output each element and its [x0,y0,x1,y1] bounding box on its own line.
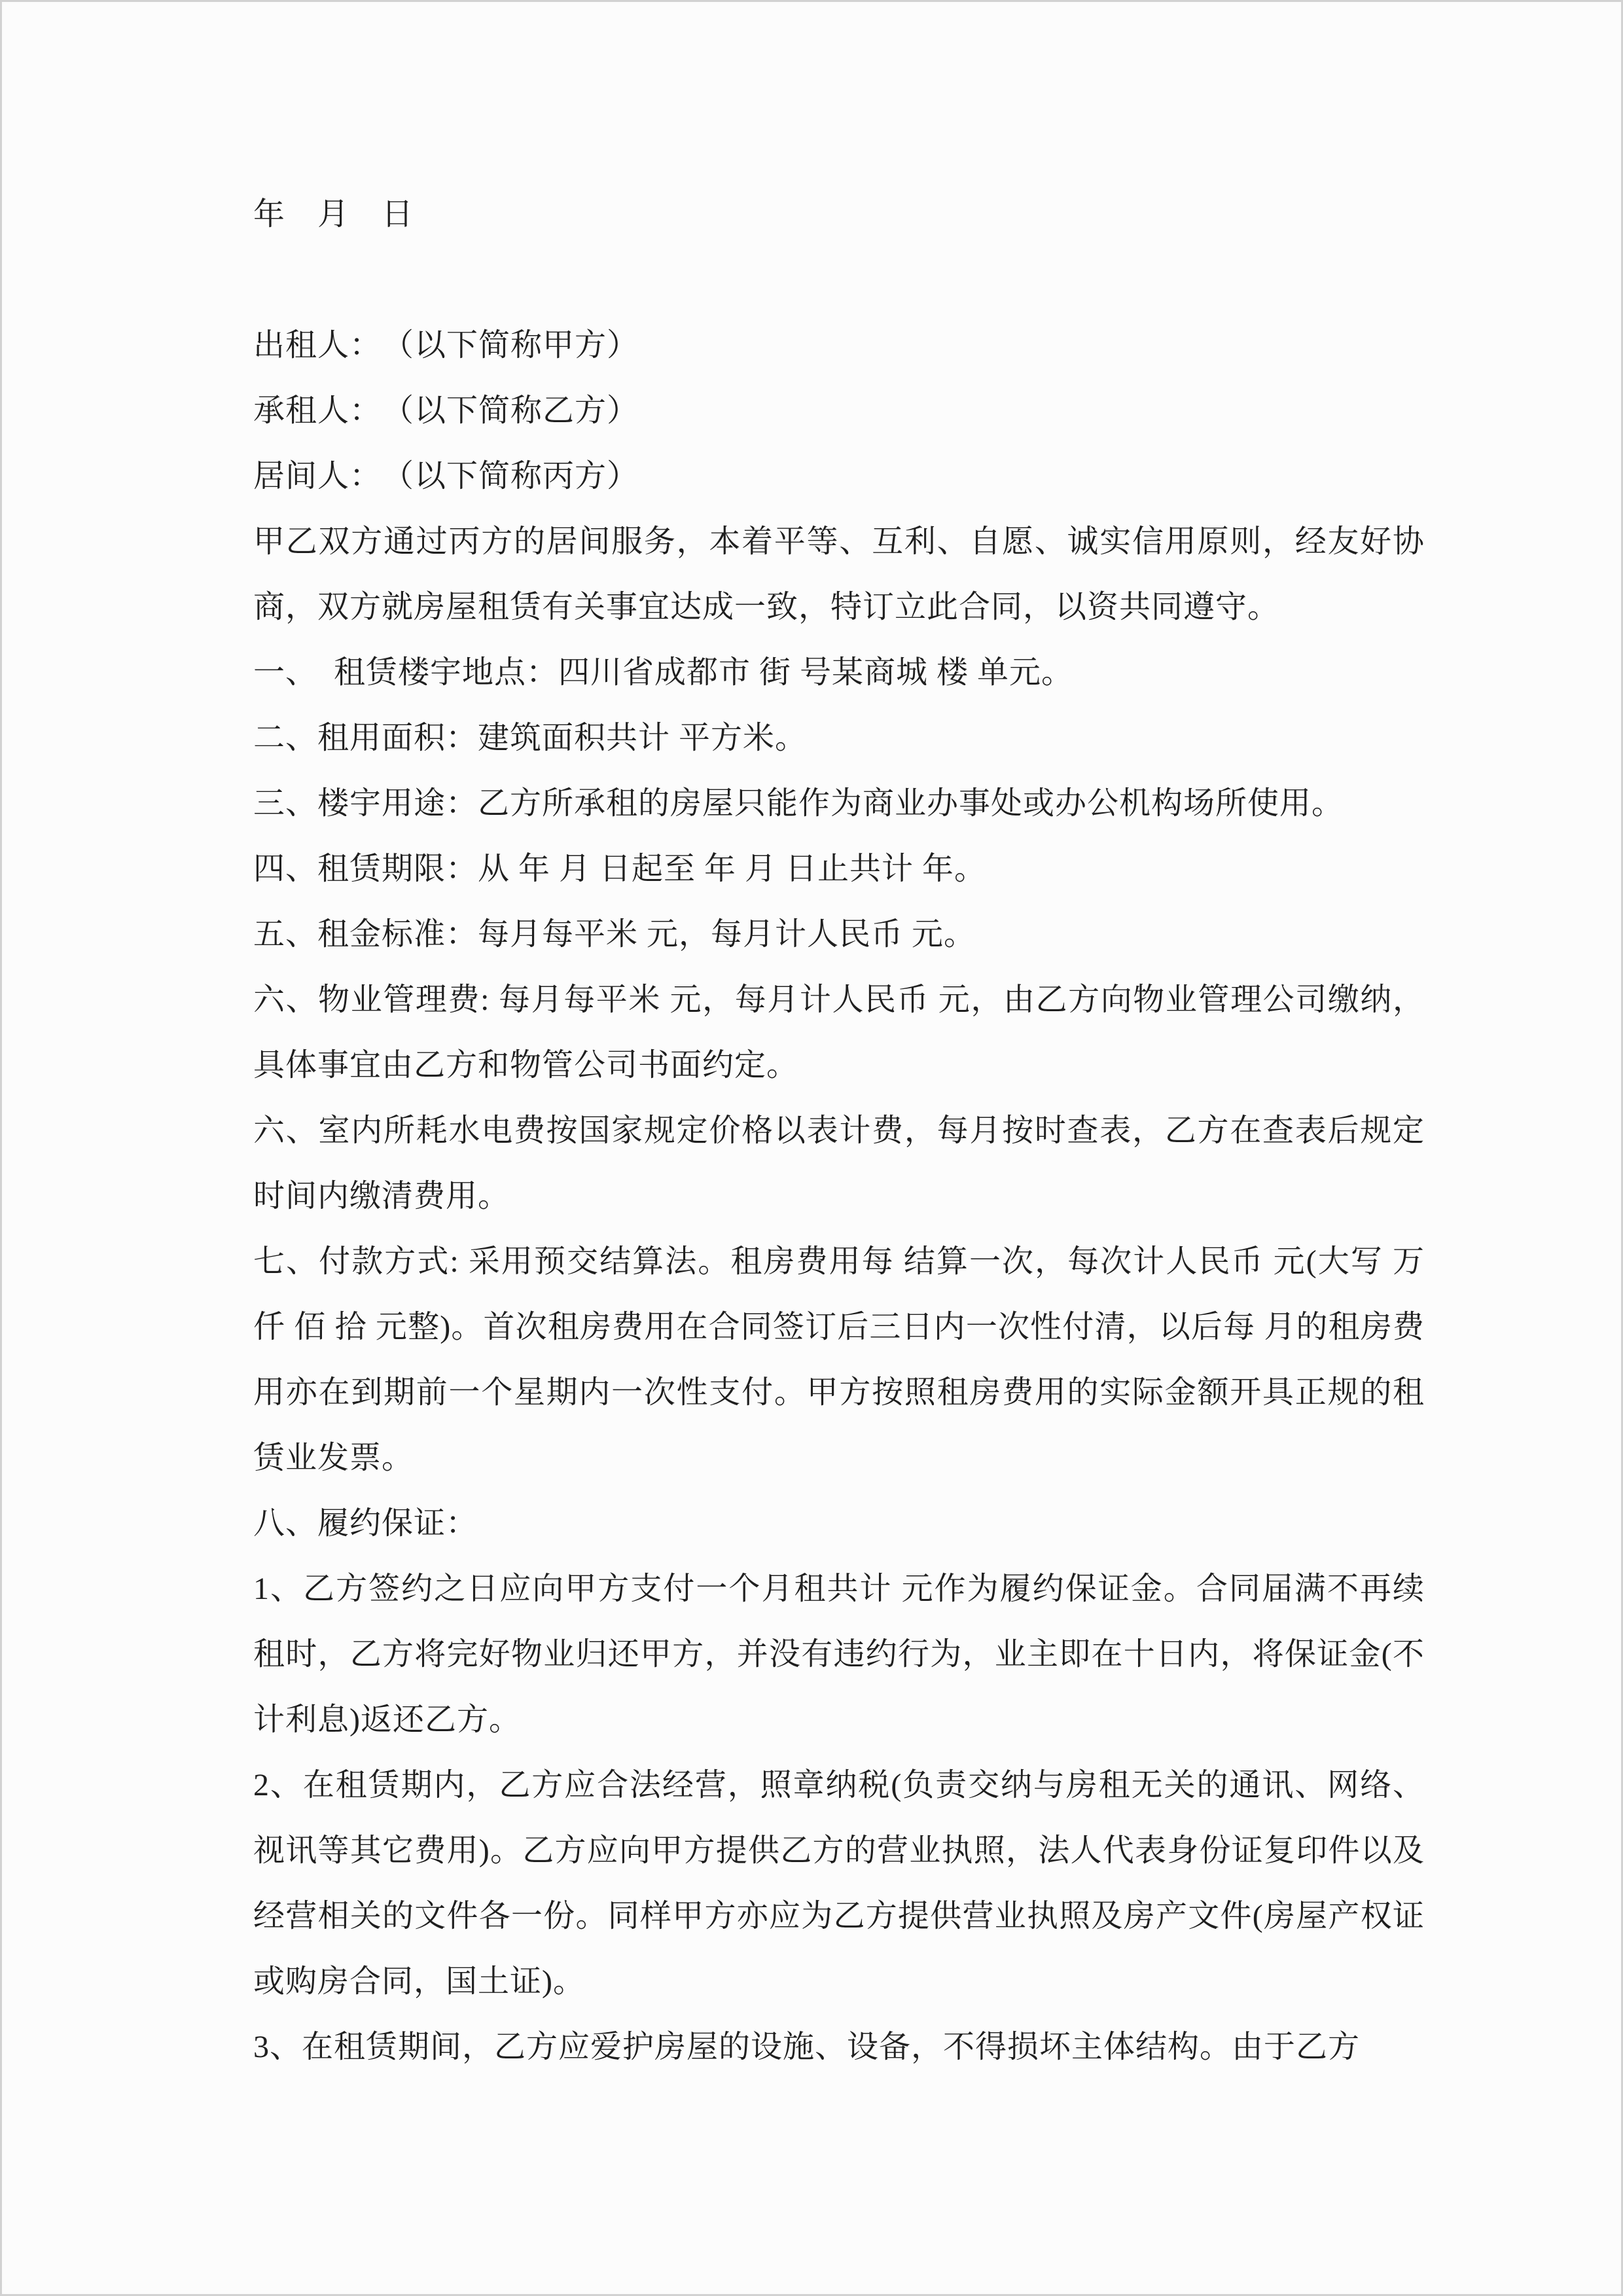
clause-location: 一、 租赁楼宇地点：四川省成都市 街 号某商城 楼 单元。 [253,655,1074,690]
clause-guarantee-heading: 八、履约保证： [253,1506,478,1541]
preamble-paragraph: 甲乙双方通过丙方的居间服务，本着平等、互利、自愿、诚实信用原则，经友好协商，双方就房屋租赁有关事宜达成一致，特订立此合同，以资共同遵守。 [253,524,1425,624]
clause-term: 四、租赁期限：从 年 月 日起至 年 月 日止共计 年。 [253,852,987,886]
clause-maintenance: 3、在租赁期间，乙方应爱护房屋的设施、设备，不得损坏主体结构。由于乙方 [253,2030,1361,2064]
clause-utilities: 六、室内所耗水电费按国家规定价格以表计费，每月按时查表，乙方在查表后规定时间内缴清费用。 [253,1113,1425,1213]
clause-area: 二、租用面积：建筑面积共计 平方米。 [253,721,808,755]
clause-usage: 三、楼宇用途：乙方所承租的房屋只能作为商业办事处或办公机构场所使用。 [253,786,1344,821]
clause-property-fee: 六、物业管理费: 每月每平米 元，每月计人民币 元，由乙方向物业管理公司缴纳，具体事宜由乙方和物管公司书面约定。 [253,982,1425,1083]
lessee-line: 承租人： （以下简称乙方） [253,393,639,428]
guarantee-item-2: 2、在租赁期内，乙方应合法经营，照章纳税(负责交纳与房租无关的通讯、网络、视讯等其它费用)。乙方应向甲方提供乙方的营业执照，法人代表身份证复印件以及经营相关的文件各一份。同样甲方亦应为乙方提供营业执照及房产文件(房屋产权证或购房合同，国土证)。 [253,1768,1425,1999]
broker-line: 居间人： （以下简称丙方） [253,459,639,493]
clause-payment: 七、付款方式: 采用预交结算法。租房费用每 结算一次，每次计人民币 元(大写 万 仟 佰 拾 元整)。首次租房费用在合同签订后三日内一次性付清，以后每 月的租房费用亦在到期前一个星期内一次性支付。甲方按照租房费用的实际金额开具正规的租赁业发票。 [253,1244,1425,1475]
guarantee-item-1: 1、乙方签约之日应向甲方支付一个月租共计 元作为履约保证金。合同届满不再续租时，乙方将完好物业归还甲方，并没有违约行为，业主即在十日内，将保证金(不计利息)返还乙方。 [253,1571,1425,1737]
lessor-line: 出租人： （以下简称甲方） [253,328,639,363]
date-line: 年 月 日 [253,197,414,232]
clause-rent: 五、租金标准：每月每平米 元，每月计人民币 元。 [253,917,976,952]
